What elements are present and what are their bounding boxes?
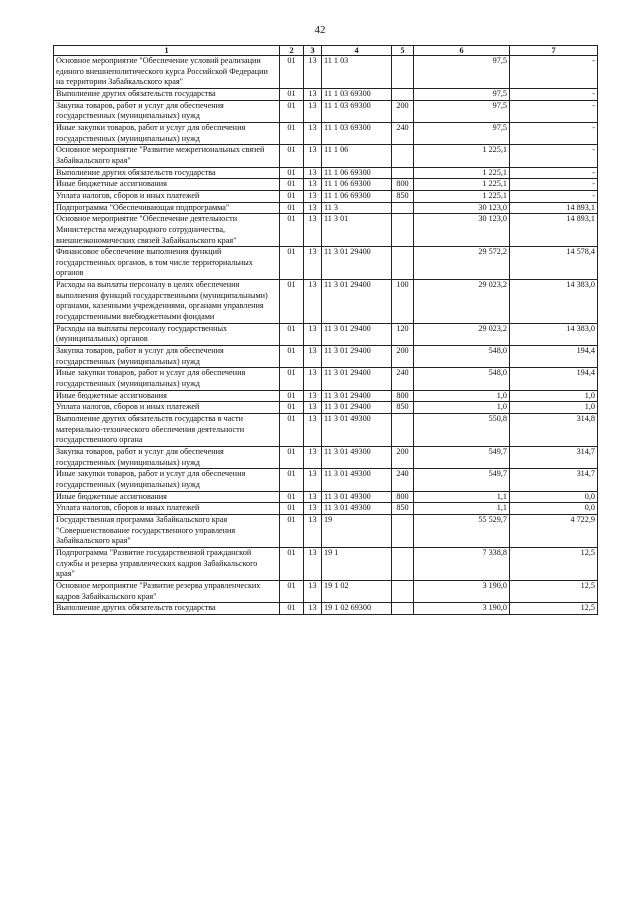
row-name: Иные бюджетные ассигнования [54,491,280,503]
row-target-code: 19 1 02 [322,580,392,602]
row-name: Основное мероприятие "Развитие резерва управленческих кадров Забайкальского края" [54,580,280,602]
row-amount-plan: 97,5 [414,100,510,122]
row-name: Иные закупки товаров, работ и услуг для обеспечения государственных (муниципальных) нужд [54,122,280,144]
row-section: 01 [280,603,304,615]
row-target-code: 11 1 03 69300 [322,122,392,144]
row-name: Подпрограмма "Развитие государственной гражданской службы и резерва управленческих кадров Забайкальского края" [54,547,280,580]
row-target-code: 11 3 01 29400 [322,280,392,324]
row-section: 01 [280,491,304,503]
row-amount-plan: 3 190,0 [414,580,510,602]
row-expense-type: 200 [392,446,414,468]
row-target-code: 11 3 01 29400 [322,247,392,280]
row-expense-type: 120 [392,323,414,345]
table-row [54,202,598,214]
row-expense-type [392,514,414,547]
row-section: 01 [280,368,304,390]
row-amount-plan: 29 572,2 [414,247,510,280]
row-amount-actual: - [510,100,598,122]
row-section: 01 [280,503,304,515]
row-subsection: 13 [304,247,322,280]
row-name: Основное мероприятие "Обеспечение деятельности Министерства международного сотрудничества, внешнеэкономических связей Забайкальского края" [54,214,280,247]
row-subsection: 13 [304,190,322,202]
row-subsection: 13 [304,368,322,390]
row-amount-actual: 12,5 [510,603,598,615]
row-section: 01 [280,390,304,402]
row-subsection: 13 [304,323,322,345]
table-row [54,190,598,202]
table-row [54,390,598,402]
table-row [54,491,598,503]
row-subsection: 13 [304,122,322,144]
row-subsection: 13 [304,280,322,324]
row-target-code: 11 3 01 49300 [322,469,392,491]
row-section: 01 [280,179,304,191]
row-target-code: 11 3 01 29400 [322,390,392,402]
table-row [54,280,598,324]
row-subsection: 13 [304,402,322,414]
row-target-code: 11 3 01 49300 [322,503,392,515]
row-expense-type: 850 [392,190,414,202]
row-target-code: 11 3 01 29400 [322,368,392,390]
row-section: 01 [280,414,304,447]
row-expense-type [392,202,414,214]
row-amount-actual: - [510,179,598,191]
row-name: Выполнение других обязательств государства [54,603,280,615]
row-target-code: 19 [322,514,392,547]
row-section: 01 [280,247,304,280]
row-amount-actual: 14 383,0 [510,280,598,324]
row-subsection: 13 [304,547,322,580]
row-target-code: 11 1 06 69300 [322,190,392,202]
row-target-code: 11 3 01 29400 [322,323,392,345]
row-section: 01 [280,190,304,202]
table-row [54,100,598,122]
row-amount-actual: - [510,190,598,202]
table-row [54,402,598,414]
row-amount-actual: 0,0 [510,503,598,515]
row-amount-actual: 0,0 [510,491,598,503]
row-expense-type: 850 [392,402,414,414]
row-name: Иные закупки товаров, работ и услуг для обеспечения государственных (муниципальных) нужд [54,469,280,491]
row-name: Выполнение других обязательств государства в части материально-технического обеспечения деятельности государственного органа [54,414,280,447]
row-amount-plan: 548,0 [414,368,510,390]
row-amount-plan: 7 338,8 [414,547,510,580]
row-subsection: 13 [304,603,322,615]
row-expense-type [392,214,414,247]
table-row [54,414,598,447]
row-amount-actual: 314,8 [510,414,598,447]
row-amount-actual: 14 893,1 [510,202,598,214]
row-subsection: 13 [304,414,322,447]
row-amount-actual: - [510,145,598,167]
row-target-code: 11 3 01 29400 [322,346,392,368]
table-row [54,247,598,280]
row-name: Выполнение других обязательств государства [54,167,280,179]
row-amount-plan: 29 023,2 [414,280,510,324]
table-row [54,368,598,390]
table-row [54,503,598,515]
col-header-6: 6 [414,46,510,56]
row-expense-type: 800 [392,179,414,191]
table-row [54,323,598,345]
row-amount-actual: 1,0 [510,390,598,402]
row-expense-type: 200 [392,100,414,122]
row-amount-actual: - [510,88,598,100]
row-amount-plan: 97,5 [414,56,510,89]
row-expense-type [392,56,414,89]
row-amount-plan: 1 225,1 [414,145,510,167]
row-subsection: 13 [304,491,322,503]
row-subsection: 13 [304,469,322,491]
row-amount-plan: 549,7 [414,469,510,491]
table-row [54,88,598,100]
row-section: 01 [280,547,304,580]
row-amount-plan: 1 225,1 [414,179,510,191]
table-row [54,122,598,144]
row-section: 01 [280,469,304,491]
row-name: Основное мероприятие "Обеспечение условий реализации единого внешнеполитического курса Российской Федерации на территории Забайкальского края" [54,56,280,89]
row-subsection: 13 [304,179,322,191]
row-section: 01 [280,202,304,214]
row-target-code: 19 1 02 69300 [322,603,392,615]
row-amount-plan: 97,5 [414,122,510,144]
row-expense-type: 850 [392,503,414,515]
table-row [54,603,598,615]
row-section: 01 [280,88,304,100]
row-section: 01 [280,402,304,414]
row-subsection: 13 [304,446,322,468]
table-row [54,179,598,191]
row-expense-type [392,580,414,602]
row-amount-plan: 1 225,1 [414,167,510,179]
row-amount-plan: 55 529,7 [414,514,510,547]
row-target-code: 11 3 01 49300 [322,414,392,447]
row-section: 01 [280,323,304,345]
row-name: Уплата налогов, сборов и иных платежей [54,190,280,202]
row-subsection: 13 [304,56,322,89]
row-target-code: 11 1 06 69300 [322,179,392,191]
row-amount-actual: 14 383,0 [510,323,598,345]
row-amount-actual: 1,0 [510,402,598,414]
col-header-1: 1 [54,46,280,56]
row-subsection: 13 [304,503,322,515]
row-section: 01 [280,100,304,122]
row-target-code: 11 3 01 49300 [322,446,392,468]
table-row [54,145,598,167]
table-row [54,167,598,179]
row-expense-type [392,547,414,580]
row-amount-plan: 1,1 [414,503,510,515]
row-expense-type [392,88,414,100]
row-expense-type: 200 [392,346,414,368]
row-name: Закупка товаров, работ и услуг для обеспечения государственных (муниципальных) нужд [54,100,280,122]
col-header-3: 3 [304,46,322,56]
table-row [54,346,598,368]
row-section: 01 [280,580,304,602]
row-section: 01 [280,280,304,324]
row-name: Уплата налогов, сборов и иных платежей [54,503,280,515]
row-amount-plan: 3 190,0 [414,603,510,615]
row-amount-plan: 1,0 [414,402,510,414]
row-expense-type [392,603,414,615]
row-target-code: 11 3 01 49300 [322,491,392,503]
row-target-code: 11 1 03 [322,56,392,89]
row-section: 01 [280,514,304,547]
row-expense-type: 100 [392,280,414,324]
row-amount-plan: 1,1 [414,491,510,503]
row-amount-actual: - [510,167,598,179]
row-expense-type: 240 [392,368,414,390]
row-section: 01 [280,122,304,144]
row-name: Иные закупки товаров, работ и услуг для обеспечения государственных (муниципальных) нужд [54,368,280,390]
row-target-code: 11 1 06 [322,145,392,167]
row-name: Финансовое обеспечение выполнения функций государственных органов, в том числе территориальных органов [54,247,280,280]
row-name: Выполнение других обязательств государства [54,88,280,100]
row-amount-actual: - [510,122,598,144]
row-subsection: 13 [304,100,322,122]
row-target-code: 11 3 01 [322,214,392,247]
row-amount-plan: 1,0 [414,390,510,402]
row-target-code: 11 3 [322,202,392,214]
row-name: Закупка товаров, работ и услуг для обеспечения государственных (муниципальных) нужд [54,446,280,468]
row-subsection: 13 [304,214,322,247]
row-amount-actual: 12,5 [510,580,598,602]
row-amount-actual: 314,7 [510,446,598,468]
row-name: Расходы на выплаты персоналу в целях обеспечения выполнения функций государственными (муниципальными) органами, казенными учреждениями, органами управления государственными внебюджетными фондами [54,280,280,324]
table-row [54,547,598,580]
row-name: Основное мероприятие "Развитие межрегиональных связей Забайкальского края" [54,145,280,167]
table-row [54,214,598,247]
col-header-2: 2 [280,46,304,56]
table-row [54,446,598,468]
header-row [54,46,598,56]
row-name: Иные бюджетные ассигнования [54,179,280,191]
row-amount-actual: 14 893,1 [510,214,598,247]
row-subsection: 13 [304,580,322,602]
col-header-4: 4 [322,46,392,56]
row-expense-type [392,145,414,167]
table-row [54,56,598,89]
row-subsection: 13 [304,88,322,100]
col-header-5: 5 [392,46,414,56]
row-section: 01 [280,214,304,247]
row-target-code: 11 1 06 69300 [322,167,392,179]
row-amount-plan: 1 225,1 [414,190,510,202]
row-amount-actual: 14 578,4 [510,247,598,280]
row-expense-type [392,167,414,179]
row-amount-plan: 97,5 [414,88,510,100]
row-target-code: 11 1 03 69300 [322,88,392,100]
row-subsection: 13 [304,167,322,179]
row-expense-type: 240 [392,469,414,491]
page-number: 42 [314,24,326,36]
row-amount-actual: 4 722,9 [510,514,598,547]
table-body [54,56,598,615]
row-section: 01 [280,346,304,368]
row-subsection: 13 [304,514,322,547]
table-row [54,514,598,547]
row-target-code: 11 1 03 69300 [322,100,392,122]
row-expense-type [392,414,414,447]
row-section: 01 [280,145,304,167]
row-amount-plan: 550,8 [414,414,510,447]
row-section: 01 [280,446,304,468]
table-row [54,469,598,491]
row-section: 01 [280,56,304,89]
row-expense-type: 800 [392,491,414,503]
row-subsection: 13 [304,202,322,214]
row-amount-actual: 194,4 [510,368,598,390]
row-expense-type [392,247,414,280]
row-subsection: 13 [304,390,322,402]
row-amount-actual: 194,4 [510,346,598,368]
row-name: Иные бюджетные ассигнования [54,390,280,402]
row-amount-actual: 12,5 [510,547,598,580]
row-target-code: 11 3 01 29400 [322,402,392,414]
row-amount-plan: 30 123,0 [414,214,510,247]
row-amount-actual: 314,7 [510,469,598,491]
budget-table [53,45,598,615]
row-subsection: 13 [304,145,322,167]
row-expense-type: 240 [392,122,414,144]
row-target-code: 19 1 [322,547,392,580]
row-name: Государственная программа Забайкальского края "Совершенствование государственного управления Забайкальского края" [54,514,280,547]
row-amount-plan: 548,0 [414,346,510,368]
row-name: Подпрограмма "Обеспечивающая подпрограмма" [54,202,280,214]
row-amount-actual: - [510,56,598,89]
col-header-7: 7 [510,46,598,56]
row-section: 01 [280,167,304,179]
table-row [54,580,598,602]
row-amount-plan: 549,7 [414,446,510,468]
row-amount-plan: 30 123,0 [414,202,510,214]
row-name: Расходы на выплаты персоналу государственных (муниципальных) органов [54,323,280,345]
row-name: Уплата налогов, сборов и иных платежей [54,402,280,414]
row-subsection: 13 [304,346,322,368]
row-amount-plan: 29 023,2 [414,323,510,345]
row-expense-type: 800 [392,390,414,402]
row-name: Закупка товаров, работ и услуг для обеспечения государственных (муниципальных) нужд [54,346,280,368]
